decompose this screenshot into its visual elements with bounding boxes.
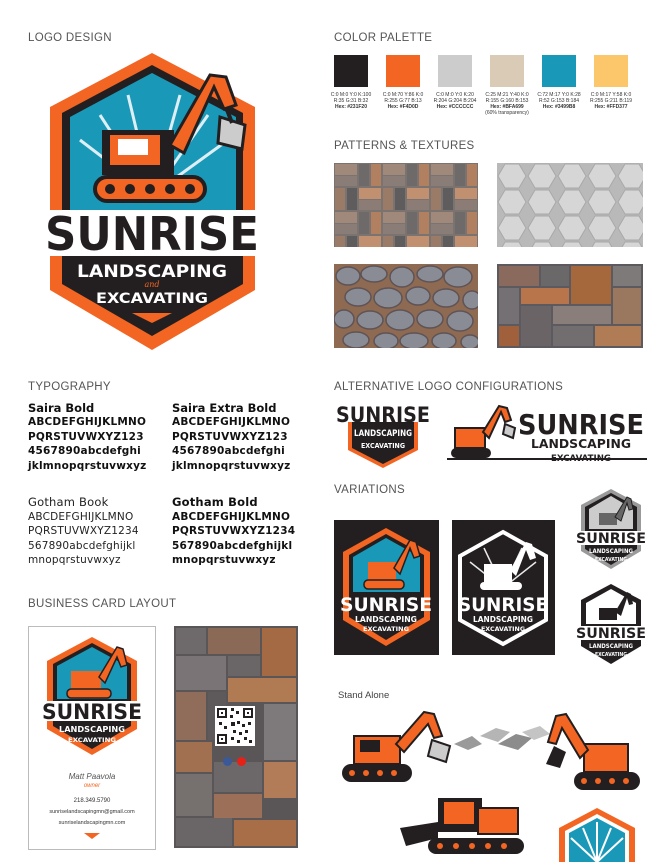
var1-line1: LANDSCAPING: [355, 615, 417, 624]
variation-white-on-black: [452, 520, 555, 655]
font-sample-line: 4567890abcdefghi: [28, 445, 141, 457]
var3-title: SUNRISE: [576, 531, 646, 547]
section-title-logo-design: LOGO DESIGN: [28, 32, 112, 44]
font-sample-line: mnopqrstuvwxyz: [28, 554, 121, 566]
alt-stacked-line1: LANDSCAPING: [354, 429, 412, 439]
palette-hex: Hex: #F4D0D: [387, 104, 419, 110]
font-sample-line: PQRSTUVWXYZ1234: [28, 525, 139, 537]
qr-code-icon: [215, 706, 255, 746]
skid-steer-icon: [398, 792, 530, 858]
palette-cmyk: C:25 M:21 Y:40 K:0: [485, 92, 529, 98]
var4-title: SUNRISE: [576, 626, 646, 642]
var4-line1: LANDSCAPING: [589, 643, 634, 650]
facebook-icon[interactable]: [223, 757, 232, 766]
palette-swatch-label: [583, 92, 639, 110]
variation-color-on-black: [334, 520, 439, 655]
pattern-hexagon-pavers: [497, 163, 643, 247]
palette-note: (60% transparency): [485, 110, 529, 116]
section-title-patterns: PATTERNS & TEXTURES: [334, 140, 475, 152]
card-email: sunriselandscapingmn@gmail.com: [49, 809, 135, 815]
var1-title: SUNRISE: [340, 594, 432, 616]
excavator-reverse-icon: [544, 704, 644, 796]
logo-line1: LANDSCAPING: [77, 262, 227, 282]
card-logo-title: SUNRISE: [42, 700, 142, 724]
font-name: Saira Bold: [28, 401, 95, 415]
palette-swatch: [490, 55, 524, 87]
youtube-icon[interactable]: [237, 757, 246, 766]
palette-hex: Hex: #CCCCCC: [436, 104, 474, 110]
palette-swatch-label: [323, 92, 379, 110]
card-name: Matt Paavola: [68, 772, 116, 781]
section-title-business-card: BUSINESS CARD LAYOUT: [28, 598, 177, 610]
section-title-stand-alone: Stand Alone: [338, 690, 390, 701]
var2-title: SUNRISE: [458, 594, 548, 616]
stone-pavers-icon: [452, 722, 552, 752]
card-logo-line2: EXCAVATING: [68, 736, 116, 744]
card-arrow: [84, 833, 100, 839]
business-card-front: [28, 626, 156, 850]
alt-horizontal-title: SUNRISE: [518, 408, 644, 441]
palette-swatch-label: [427, 92, 483, 110]
font-sample-line: 567890abcdefghijkl: [28, 539, 136, 552]
var3-line1: LANDSCAPING: [589, 548, 634, 555]
font-sample-line: 4567890abcdefghi: [172, 445, 285, 457]
font-name: Gotham Book: [28, 495, 109, 509]
palette-rgb: R:204 G:204 B:204: [433, 98, 477, 104]
font-sample-line: jklmnopqrstuvwxyz: [172, 459, 291, 472]
variation-grayscale: [575, 483, 647, 573]
font-sample-line: ABCDEFGHIJKLMNO: [172, 416, 291, 428]
excavator-icon: [451, 406, 515, 458]
palette-cmyk: C:72 M:17 Y:0 K:28: [537, 92, 581, 98]
palette-rgb: R:155 G:160 B:153: [485, 98, 529, 104]
font-name: Gotham Bold: [172, 495, 258, 509]
font-sample-line: ABCDEFGHIJKLMNO: [28, 510, 134, 523]
section-title-variations: VARIATIONS: [334, 484, 405, 496]
palette-swatch: [594, 55, 628, 87]
palette-swatch-label: [479, 92, 535, 116]
section-title-typography: TYPOGRAPHY: [28, 381, 111, 393]
excavator-icon: [334, 706, 454, 788]
font-sample-line: jklmnopqrstuvwxyz: [28, 459, 147, 472]
logo-and: and: [144, 280, 160, 289]
alt-logo-horizontal: [447, 398, 647, 468]
palette-cmyk: C:0 M:0 Y:0 K:100: [330, 92, 372, 98]
palette-hex: Hex: #231F20: [335, 104, 367, 110]
palette-hex: Hex: #BFA699: [490, 104, 524, 110]
palette-swatch: [438, 55, 472, 87]
alt-stacked-title: SUNRISE: [336, 403, 430, 427]
palette-rgb: R:52 G:153 B:184: [538, 98, 580, 104]
card-website: sunriselandscapingmn.com: [58, 820, 126, 826]
palette-swatch: [386, 55, 420, 87]
alt-horizontal-line1: LANDSCAPING: [531, 437, 631, 451]
section-title-alt-logo: ALTERNATIVE LOGO CONFIGURATIONS: [334, 381, 564, 393]
section-title-color-palette: COLOR PALETTE: [334, 32, 433, 44]
type-specimen-gotham-book: [28, 495, 168, 568]
logo-line2: EXCAVATING: [96, 291, 208, 307]
font-sample-line: 567890abcdefghijkl: [172, 539, 293, 552]
var1-line2: EXCAVATING: [363, 626, 410, 633]
palette-hex: Hex: #FFD377: [594, 104, 628, 110]
font-sample-line: ABCDEFGHIJKLMNO: [172, 510, 291, 523]
alt-horizontal-line2: EXCAVATING: [551, 454, 611, 464]
palette-cmyk: C:0 M:17 Y:58 K:0: [590, 92, 632, 98]
pattern-cobblestone: [334, 264, 478, 348]
business-card-back: [174, 626, 298, 848]
var2-line1: LANDSCAPING: [473, 615, 533, 624]
palette-swatch: [334, 55, 368, 87]
var3-line2: EXCAVATING: [595, 557, 627, 563]
palette-rgb: R:255 G:211 B:119: [589, 98, 633, 104]
type-specimen-saira-extra-bold: [172, 401, 312, 473]
type-specimen-gotham-bold: [172, 495, 312, 568]
type-specimen-saira-bold: [28, 401, 168, 473]
palette-hex: Hex: #3499B8: [542, 104, 576, 110]
font-name: Saira Extra Bold: [172, 401, 277, 415]
palette-rgb: R:35 G:31 B:32: [333, 98, 369, 104]
pattern-mixed-pavers: [497, 264, 643, 348]
pattern-brick-basketweave: [334, 163, 478, 247]
var2-line2: EXCAVATING: [481, 626, 526, 633]
alt-stacked-line2: EXCAVATING: [361, 442, 406, 450]
alt-logo-stacked: [334, 400, 432, 470]
palette-swatch-label: [531, 92, 587, 110]
variation-black-white: [575, 578, 647, 668]
palette-swatch: [542, 55, 576, 87]
sunburst-hex-icon: [557, 806, 637, 862]
palette-rgb: R:255 G:77 B:13: [384, 98, 422, 104]
font-sample-line: ABCDEFGHIJKLMNO: [28, 416, 147, 428]
var4-line2: EXCAVATING: [595, 652, 627, 658]
font-sample-line: mnopqrstuvwxyz: [172, 554, 276, 566]
logo-title: SUNRISE: [45, 207, 259, 261]
main-logo: [40, 45, 265, 360]
palette-cmyk: C:0 M:70 Y:86 K:0: [382, 92, 424, 98]
card-phone: 218.349.5790: [73, 798, 111, 804]
card-role: owner: [83, 783, 101, 789]
font-sample-line: PQRSTUVWXYZ1234: [172, 525, 296, 537]
font-sample-line: PQRSTUVWXYZ123: [172, 430, 288, 443]
font-sample-line: PQRSTUVWXYZ123: [28, 430, 144, 443]
palette-swatch-label: [375, 92, 431, 110]
card-logo-line1: LANDSCAPING: [59, 725, 125, 734]
palette-cmyk: C:0 M:0 Y:0 K:20: [436, 92, 474, 98]
